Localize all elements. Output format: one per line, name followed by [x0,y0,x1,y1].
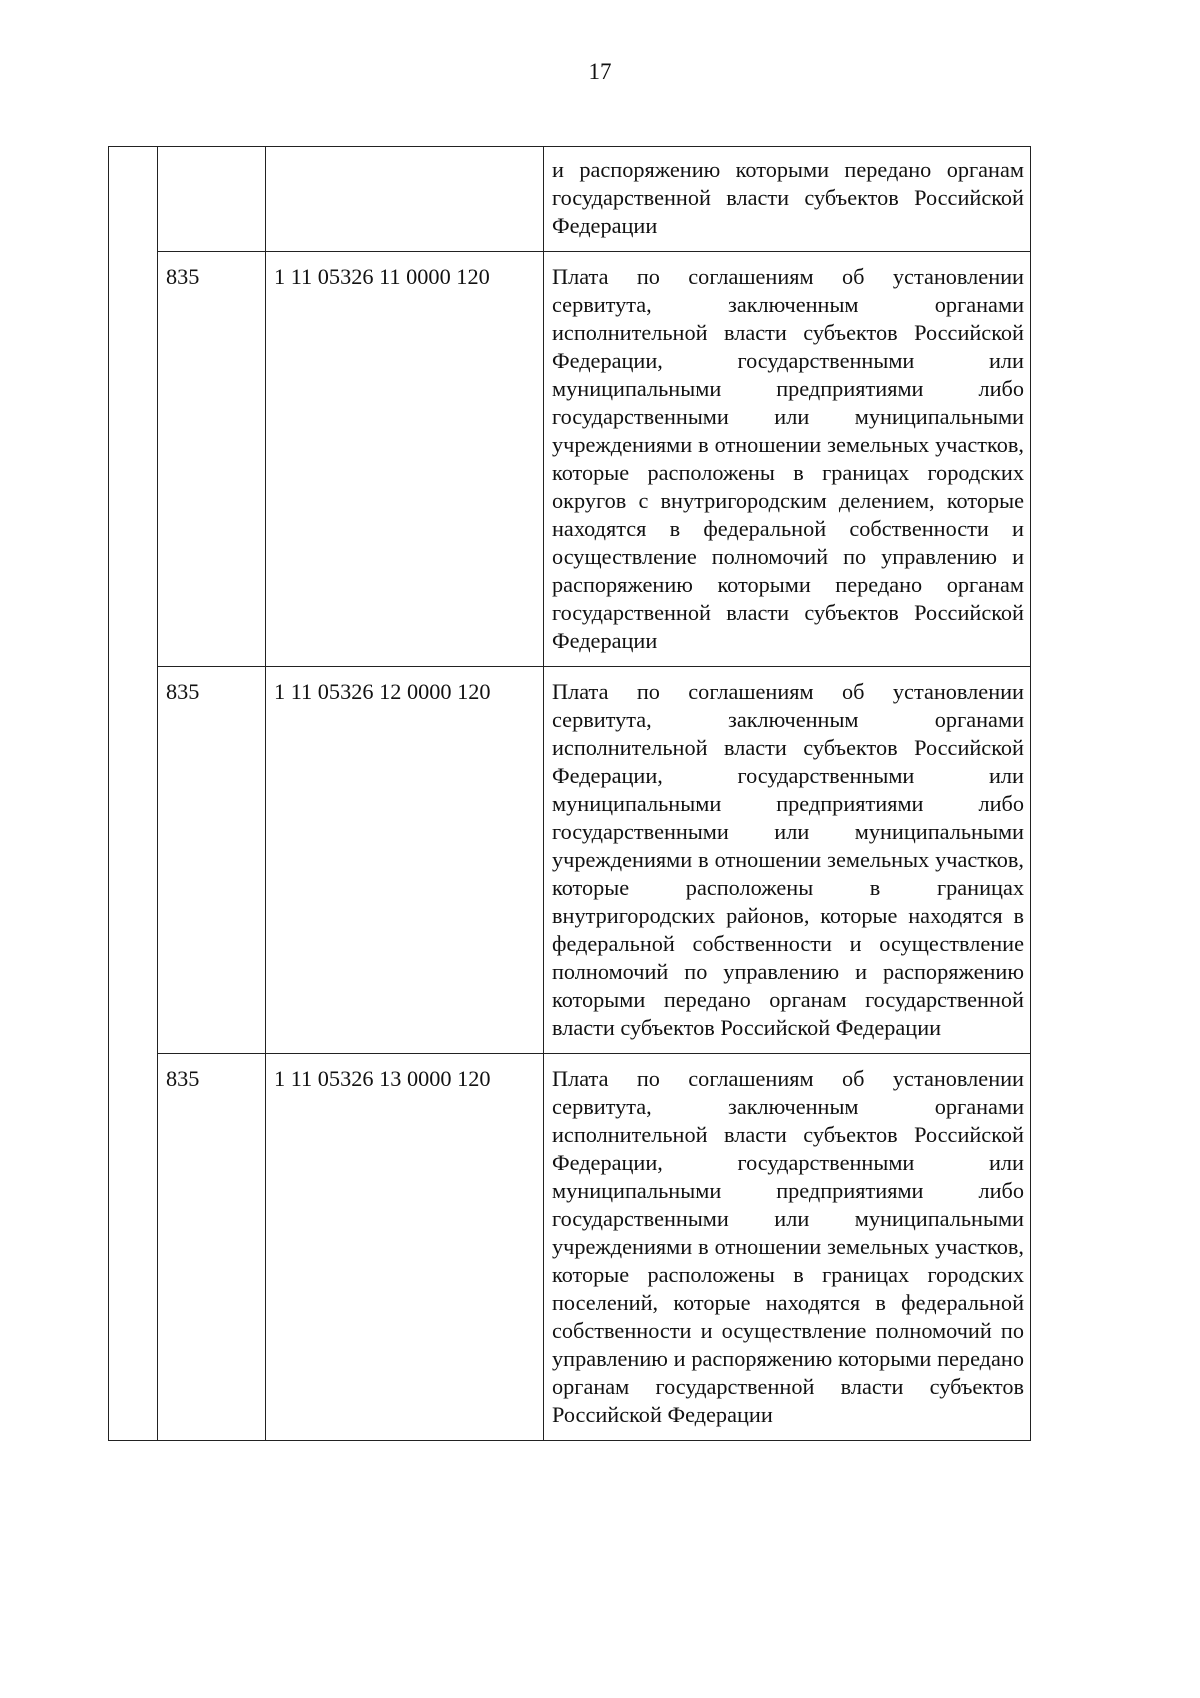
row-number-cell [109,147,158,1441]
revenue-classification-table [108,146,1031,1441]
description-cell: Плата по соглашениям об установлении сервитута, заключенным органами исполнительной власти субъектов Российской Федерации, государственными или муниципальными предприятиями либо государственными или муниципальными учреждениями в отношении земельных участков, которые расположены в границах внутригородских районов, которые находятся в федеральной собственности и осуществление полномочий по управлению и распоряжению которыми передано органам государственной власти субъектов Российской Федерации [544,667,1031,1054]
admin-code-cell: 835 [158,252,266,667]
description-cell: Плата по соглашениям об установлении сервитута, заключенным органами исполнительной власти субъектов Российской Федерации, государственными или муниципальными предприятиями либо государственными или муниципальными учреждениями в отношении земельных участков, которые расположены в границах городских поселений, которые находятся в федеральной собственности и осуществление полномочий по управлению и распоряжению которыми передано органам государственной власти субъектов Российской Федерации [544,1054,1031,1441]
description-cell: и распоряжению которыми передано органам государственной власти субъектов Российской Федерации [544,147,1031,252]
admin-code-cell [158,147,266,252]
table-row [109,667,1031,1054]
admin-code-cell: 835 [158,1054,266,1441]
kbk-code-cell: 1 11 05326 11 0000 120 [266,252,544,667]
admin-code-cell: 835 [158,667,266,1054]
page-number: 17 [588,59,612,84]
table-row [109,147,1031,252]
table-row [109,1054,1031,1441]
table-row [109,252,1031,667]
kbk-code-cell: 1 11 05326 12 0000 120 [266,667,544,1054]
description-cell: Плата по соглашениям об установлении сервитута, заключенным органами исполнительной власти субъектов Российской Федерации, государственными или муниципальными предприятиями либо государственными или муниципальными учреждениями в отношении земельных участков, которые расположены в границах городских округов с внутригородским делением, которые находятся в федеральной собственности и осуществление полномочий по управлению и распоряжению которыми передано органам государственной власти субъектов Российской Федерации [544,252,1031,667]
kbk-code-cell: 1 11 05326 13 0000 120 [266,1054,544,1441]
kbk-code-cell [266,147,544,252]
